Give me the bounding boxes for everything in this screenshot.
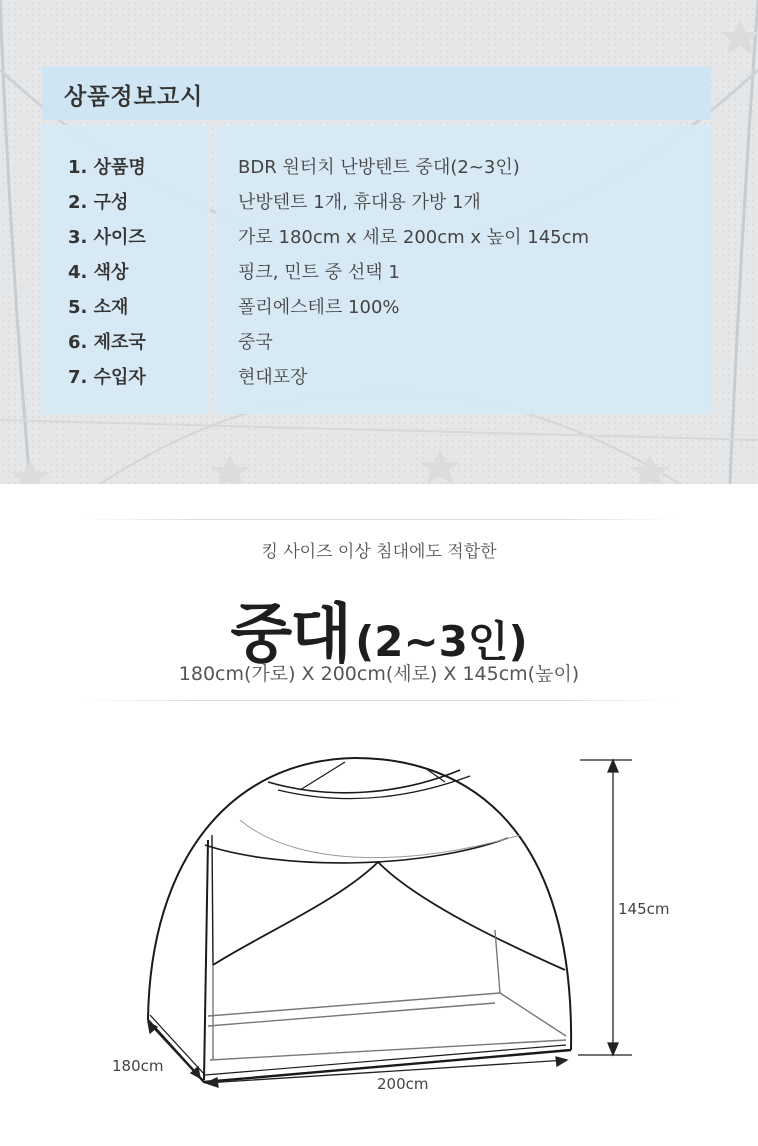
value-color: 핑크, 민트 중 선택 1 xyxy=(238,262,400,283)
value-size: 가로 180cm x 세로 200cm x 높이 145cm xyxy=(238,227,590,248)
value-composition: 난방텐트 1개, 휴대용 가방 1개 xyxy=(238,192,481,213)
divider-bottom xyxy=(80,700,678,701)
value-importer: 현대포장 xyxy=(238,367,308,388)
width-label: 200cm xyxy=(377,1075,429,1093)
label-country: 6. 제조국 xyxy=(68,332,146,353)
size-subtitle: 킹 사이즈 이상 침대에도 적합한 xyxy=(261,542,497,562)
label-color: 4. 색상 xyxy=(68,262,129,283)
value-material: 폴리에스테르 100% xyxy=(238,297,400,318)
label-product-name: 1. 상품명 xyxy=(68,157,146,178)
product-photo-background xyxy=(0,0,758,484)
size-name: 중대 xyxy=(230,598,350,672)
value-product-name: BDR 원터치 난방텐트 중대(2~3인) xyxy=(238,157,520,178)
tent-outline xyxy=(148,758,571,1050)
tent-interior xyxy=(208,820,566,1060)
size-capacity: (2~3인) xyxy=(355,617,528,666)
notice-values-column xyxy=(216,125,711,414)
label-size: 3. 사이즈 xyxy=(68,227,146,248)
label-composition: 2. 구성 xyxy=(68,192,129,213)
label-importer: 7. 수입자 xyxy=(68,367,146,388)
notice-title: 상품정보고시 xyxy=(64,84,204,110)
notice-labels-column xyxy=(42,125,210,414)
value-country: 중국 xyxy=(238,332,273,353)
depth-label: 180cm xyxy=(112,1057,164,1075)
label-material: 5. 소재 xyxy=(68,297,129,318)
divider-top xyxy=(80,519,678,520)
size-dimensions: 180cm(가로) X 200cm(세로) X 145cm(높이) xyxy=(178,663,580,685)
notice-header xyxy=(42,66,711,120)
height-label: 145cm xyxy=(618,900,670,918)
